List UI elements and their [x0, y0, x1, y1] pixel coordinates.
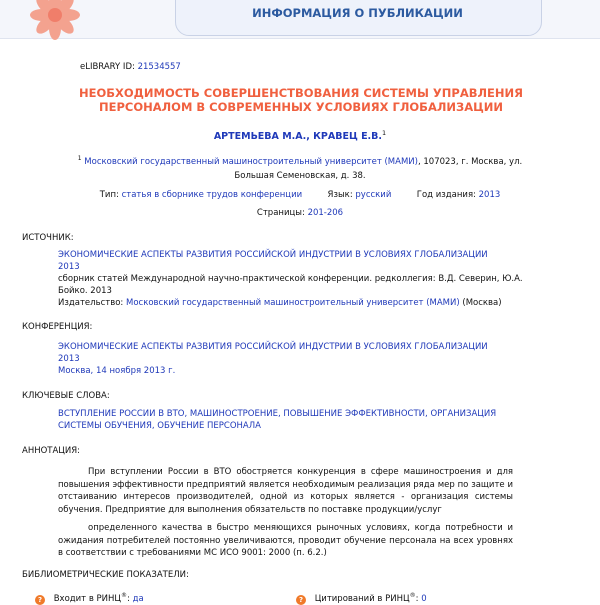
language-value[interactable]: русский [355, 190, 392, 200]
pages-value[interactable]: 201-206 [307, 208, 344, 218]
elibrary-id-value[interactable]: 21534557 [137, 62, 181, 72]
annotation-paragraph: определенного качества в быстро меняющихся рыночных условиях, когда потребности и ожидания потребителей постоянно увеличиваются, проводит обучение персонала на всех уровнях в соответствии с требованиями МС ИСО 9001: 2000 (п. 6.2.) [58, 523, 513, 558]
annotation-label: АННОТАЦИЯ: [22, 446, 81, 456]
type-label: Тип: [99, 190, 119, 200]
conference-year[interactable]: 2013 [58, 354, 80, 364]
pages-label: Страницы: [256, 208, 305, 218]
conference-title[interactable] [58, 341, 528, 365]
cited-metric: ? Цитирований в РИНЦ®: 0 [296, 592, 427, 605]
type-value[interactable]: статья в сборнике трудов конференции [121, 190, 303, 200]
annotation-paragraph: При вступлении России в ВТО обостряется конкуренция в сфере машиностроения и для повышения эффективности предприятий является необходимым реализация ряда мер по защите и отстаиванию интересов производителей, одной из которых является - организация системы обучения. Предприятие для выполнения обязательств по поставке продукции/услуг [58, 467, 513, 515]
publication-title: НЕОБХОДИМОСТЬ СОВЕРШЕНСТВОВАНИЯ СИСТЕМЫ УПРАВЛЕНИЯ ПЕРСОНАЛОМ В СОВРЕМЕННЫХ УСЛОВИЯХ ГЛОБАЛИЗАЦИИ [78, 86, 524, 114]
rinc-metric: ? Входит в РИНЦ®: да [35, 592, 144, 605]
conference-block[interactable] [58, 341, 528, 377]
conference-label: КОНФЕРЕНЦИЯ: [22, 322, 93, 332]
authors-link[interactable]: АРТЕМЬЕВА М.А., КРАВЕЦ Е.В. [213, 131, 383, 143]
rinc-value[interactable]: да [132, 593, 144, 604]
source-title-link[interactable] [58, 249, 528, 273]
publisher-line [58, 297, 528, 309]
source-year[interactable]: 2013 [58, 262, 80, 272]
publisher-label: Издательство: [58, 298, 124, 308]
conference-title-text[interactable]: ЭКОНОМИЧЕСКИЕ АСПЕКТЫ РАЗВИТИЯ РОССИЙСКОЙ ИНДУСТРИИ В УСЛОВИЯХ ГЛОБАЛИЗАЦИИ [58, 342, 488, 352]
conference-place-date[interactable]: Москва, 14 ноября 2013 г. [58, 366, 176, 376]
rinc-label: Входит в РИНЦ [53, 593, 122, 604]
elibrary-id-line [80, 62, 181, 72]
affiliation-org-link[interactable]: Московский государственный машиностроительный университет (МАМИ) [84, 156, 418, 167]
keyword-link[interactable]: ВСТУПЛЕНИЕ РОССИИ В ВТО [58, 409, 185, 419]
question-icon[interactable]: ? [35, 595, 45, 605]
source-title[interactable]: ЭКОНОМИЧЕСКИЕ АСПЕКТЫ РАЗВИТИЯ РОССИЙСКОЙ ИНДУСТРИИ В УСЛОВИЯХ ГЛОБАЛИЗАЦИИ [58, 250, 488, 260]
page-header-title: ИНФОРМАЦИЯ О ПУБЛИКАЦИИ [252, 6, 463, 20]
authors-line [0, 129, 600, 142]
cited-value[interactable]: 0 [421, 593, 427, 604]
year-value[interactable]: 2013 [478, 190, 501, 200]
bibliometrics-label: БИБЛИОМЕТРИЧЕСКИЕ ПОКАЗАТЕЛИ: [22, 570, 189, 580]
keyword-link[interactable]: ПОВЫШЕНИЕ ЭФФЕКТИВНОСТИ [283, 409, 426, 419]
pages-line [0, 208, 600, 218]
affiliation-address: , 107023, г. Москва, ул. Большая Семеновская, д. 38. [234, 156, 523, 181]
question-icon[interactable]: ? [296, 595, 306, 605]
publication-meta [0, 190, 600, 200]
logo-flower-icon [30, 0, 80, 40]
publisher-city: (Москва) [462, 298, 502, 308]
source-block [58, 249, 528, 309]
keyword-link[interactable]: МАШИНОСТРОЕНИЕ [189, 409, 278, 419]
keyword-link[interactable]: ОБУЧЕНИЕ ПЕРСОНАЛА [157, 421, 261, 431]
source-description: сборник статей Международной научно-практической конференции. редколлегия: В.Д. Северин, Ю.А. Бойко. 2013 [58, 274, 523, 296]
annotation-text [58, 466, 513, 560]
affiliation-sup: 1 [77, 155, 82, 162]
rinc-registered-mark: ® [121, 592, 128, 599]
cited-registered-mark: ® [409, 592, 416, 599]
elibrary-id-label: eLIBRARY ID: [80, 62, 135, 72]
cited-label: Цитирований в РИНЦ [314, 593, 410, 604]
publisher-link[interactable]: Московский государственный машиностроительный университет (МАМИ) [126, 298, 460, 308]
keywords-list: ВСТУПЛЕНИЕ РОССИИ В ВТО, МАШИНОСТРОЕНИЕ, ПОВЫШЕНИЕ ЭФФЕКТИВНОСТИ, ОРГАНИЗАЦИЯ СИСТЕМЫ ОБУЧЕНИЯ, ОБУЧЕНИЕ ПЕРСОНАЛА [58, 409, 497, 431]
affiliation [60, 152, 540, 183]
keywords-label: КЛЮЧЕВЫЕ СЛОВА: [22, 391, 110, 401]
source-label: ИСТОЧНИК: [22, 233, 74, 243]
language-label: Язык: [327, 190, 353, 200]
year-label: Год издания: [416, 190, 476, 200]
author-affiliation-sup: 1 [382, 129, 387, 137]
keyword-link[interactable]: ОРГАНИЗАЦИЯ СИСТЕМЫ ОБУЧЕНИЯ [58, 409, 497, 431]
